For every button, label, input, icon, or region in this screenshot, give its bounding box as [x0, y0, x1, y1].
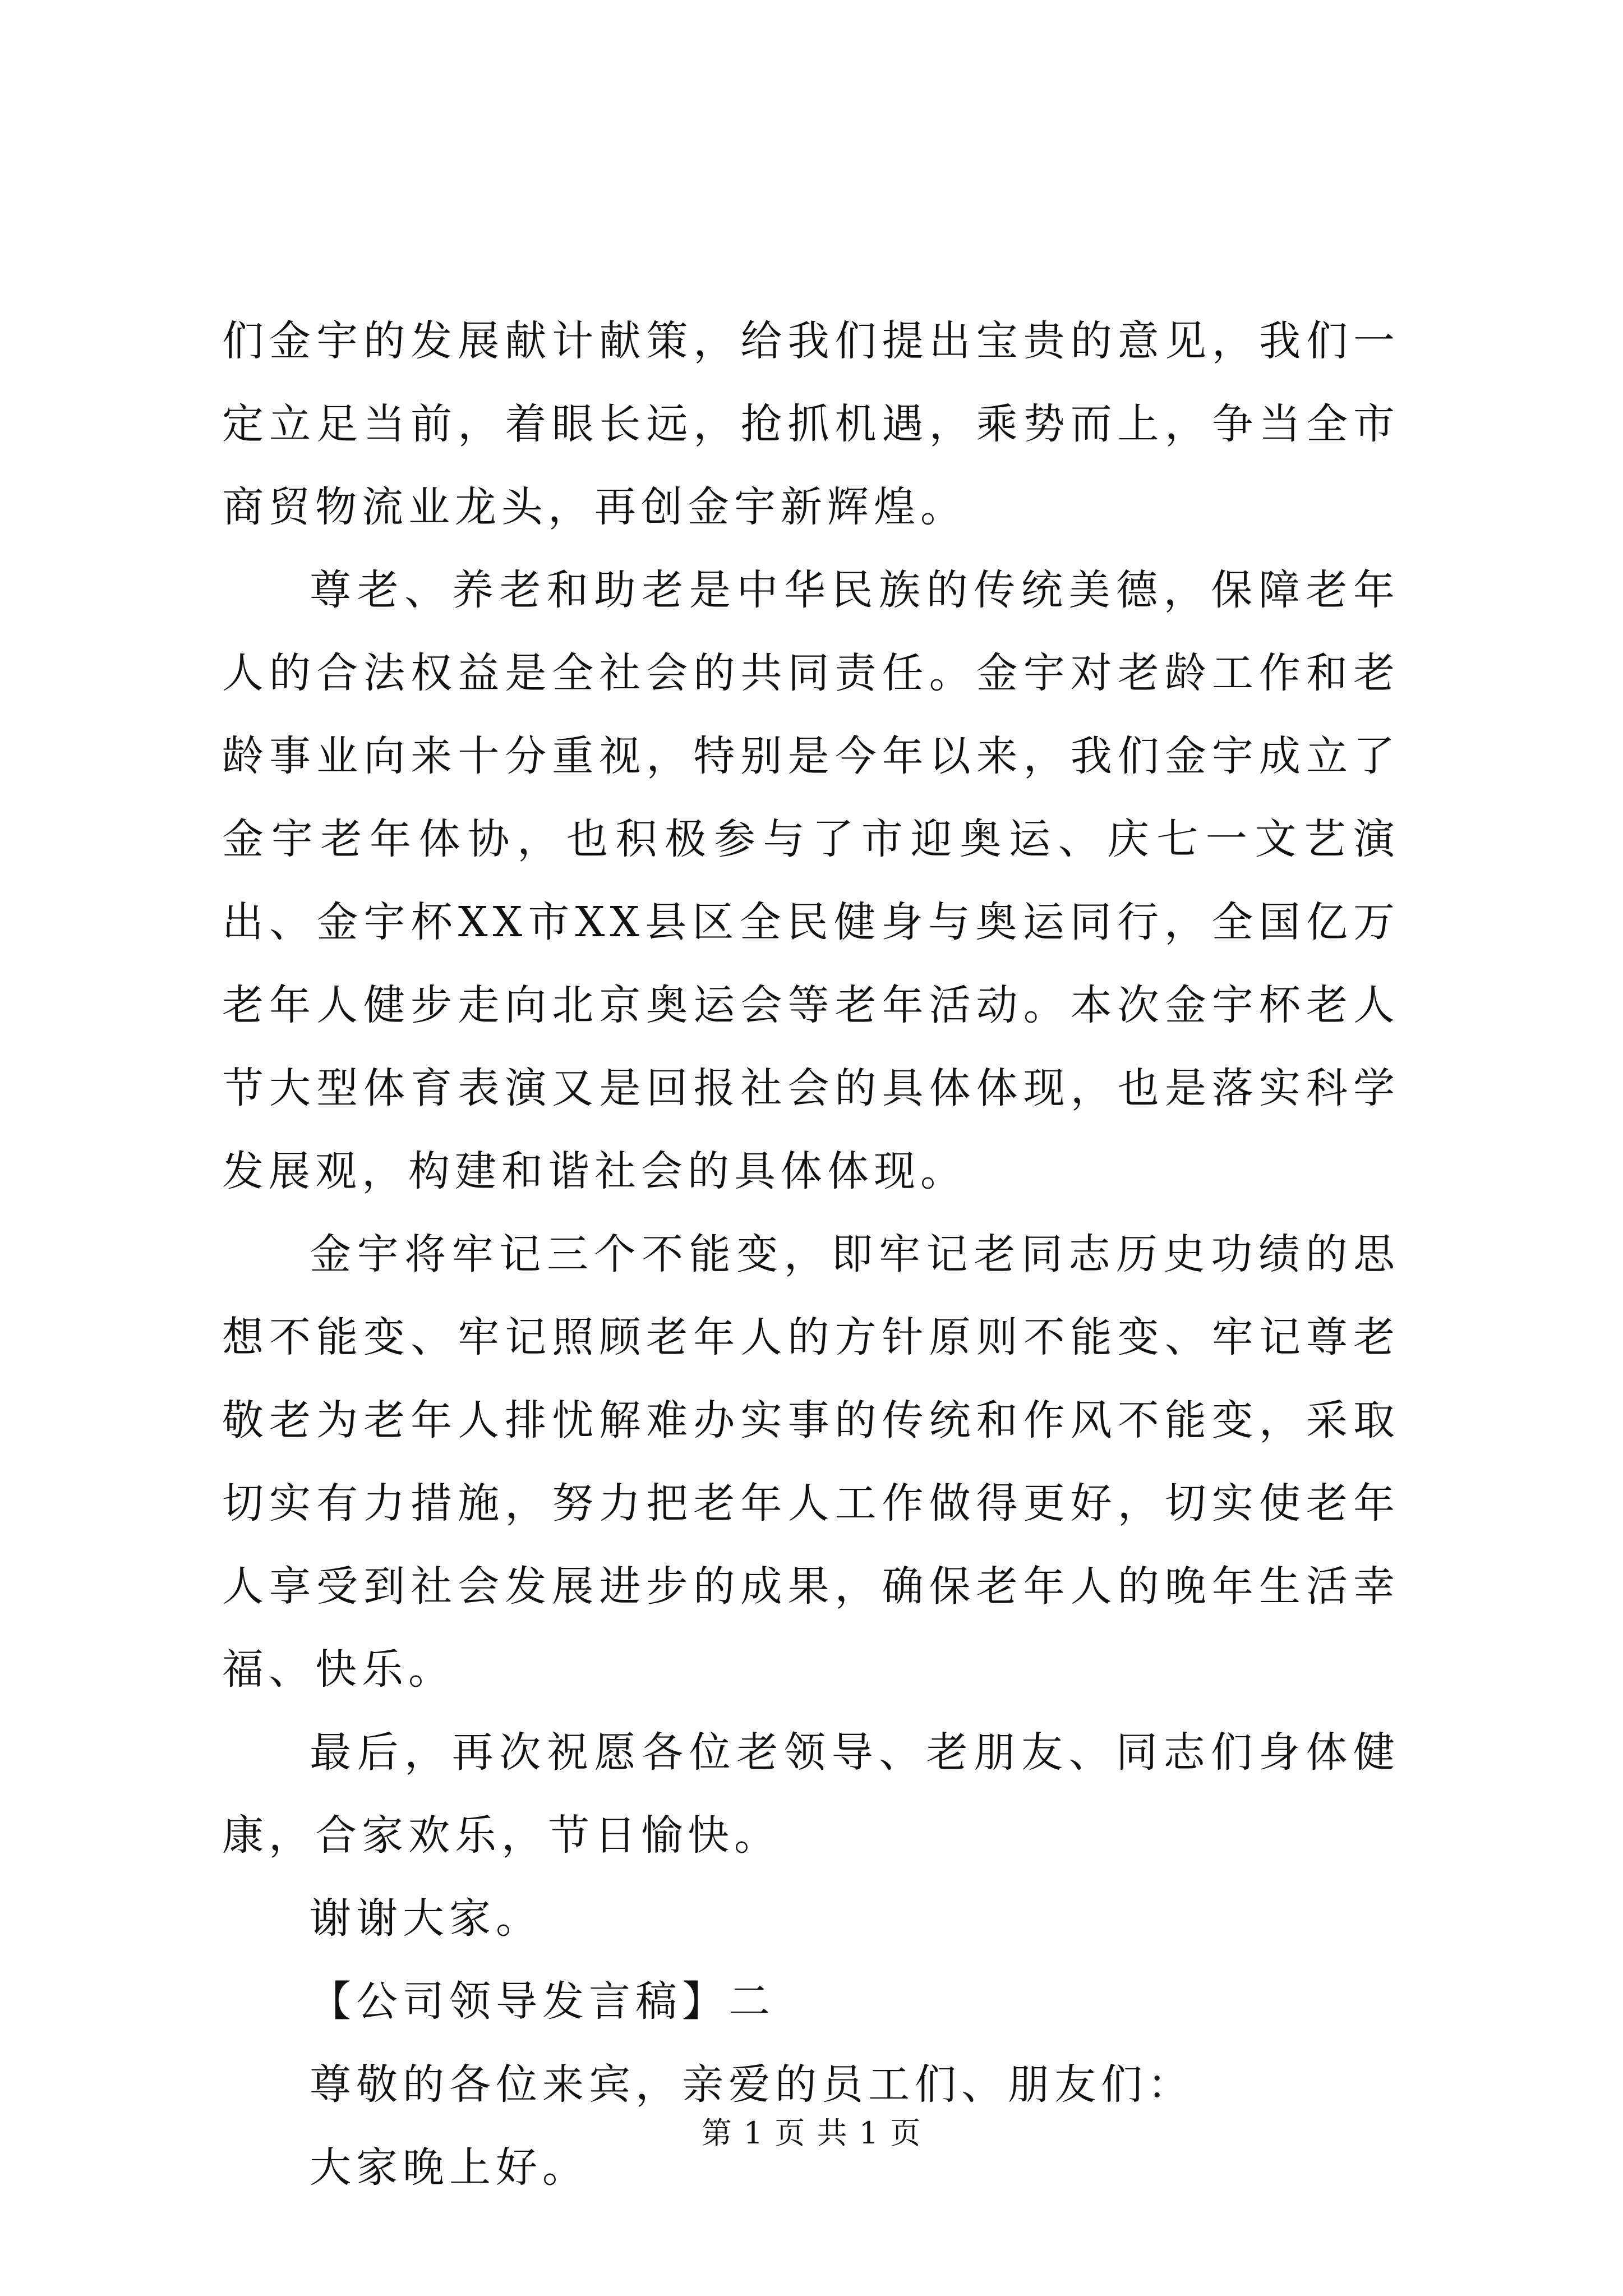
greeting: 大家晚上好。 [310, 2143, 589, 2192]
paragraph-closing-wishes: 最后，再次祝愿各位老领导、老朋友、同志们身体健康，合家欢乐，节日愉快。 [222, 1728, 1400, 1860]
paragraph-commitments: 金宇将牢记三个不能变，即牢记老同志历史功绩的思想不能变、牢记照顾老年人的方针原则不能变、牢记尊老敬老为老年人排忧解难办实事的传统和作风不能变，采取切实有力措施，努力把老年人工作做得更好，切实使老年人享受到社会发展进步的成果，确保老年人的晚年生活幸福、快乐。 [222, 1230, 1400, 1694]
document-body [222, 300, 1400, 2209]
page-footer: 第 1 页 共 1 页 [701, 2115, 922, 2151]
salutation: 尊敬的各位来宾，亲爱的员工们、朋友们： [310, 2060, 1194, 2109]
paragraph-elderly-care: 尊老、养老和助老是中华民族的传统美德，保障老年人的合法权益是全社会的共同责任。金宇对老龄工作和老龄事业向来十分重视，特别是今年以来，我们金宇成立了金宇老年体协，也积极参与了市迎奥运、庆七一文艺演出、金宇杯XX市XX县区全民健身与奥运同行，全国亿万老年人健步走向北京奥运会等老年活动。本次金宇杯老人节大型体育表演又是回报社会的具体体现，也是落实科学发展观，构建和谐社会的具体体现。 [222, 566, 1400, 1195]
paragraph-continuation: 们金宇的发展献计献策，给我们提出宝贵的意见，我们一定立足当前，着眼长远，抢抓机遇，乘势而上，争当全市商贸物流业龙头，再创金宇新辉煌。 [222, 317, 1400, 531]
section-heading: 【公司领导发言稿】二 [310, 1977, 775, 2026]
paragraph-thanks: 谢谢大家。 [310, 1894, 542, 1943]
